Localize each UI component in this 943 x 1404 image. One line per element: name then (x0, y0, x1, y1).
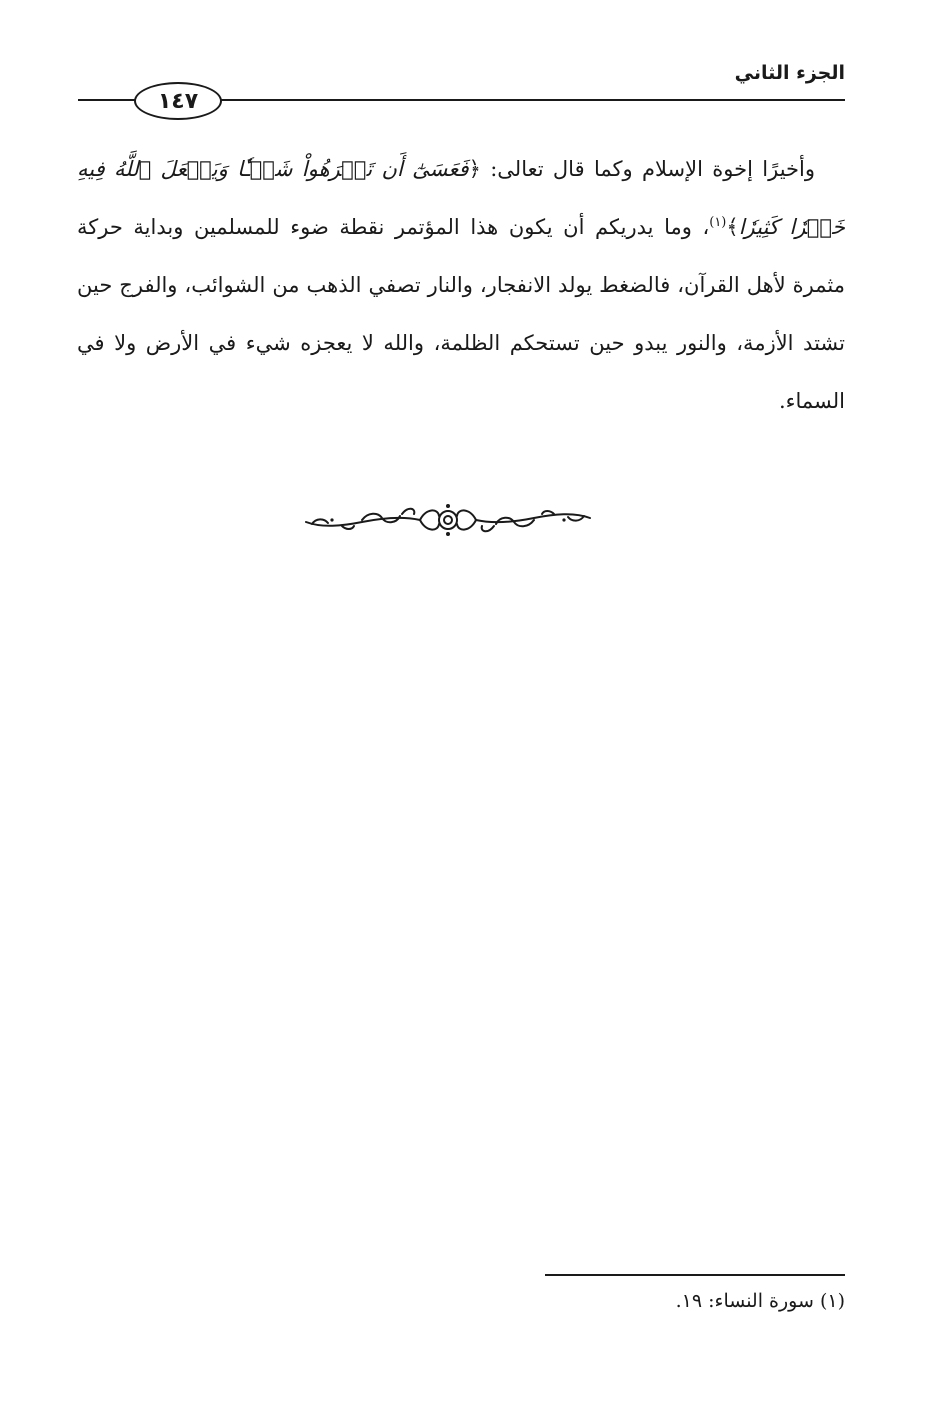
body-paragraph (77, 140, 845, 430)
footnote-reference: (١) (709, 215, 727, 230)
quran-verse: فَعَسَىٰٓ أَن تَكۡرَهُواْ شَيۡـٔٗا وَيَجۡعَلَ ٱللَّهُ فِيهِ خَيۡرٗا كَثِيرٗا (77, 157, 845, 239)
decorative-divider-icon (302, 502, 594, 538)
footnote-separator (545, 1274, 845, 1276)
verse-open-bracket: ﴿ (468, 157, 481, 181)
verse-close-bracket: ﴾ (726, 215, 739, 239)
footnote: (١) سورة النساء: ١٩. (675, 1290, 845, 1312)
paragraph-intro: وأخيرًا إخوة الإسلام وكما قال تعالى: (480, 157, 815, 181)
running-header-title: الجزء الثاني (734, 62, 845, 84)
page-number: ١٤٧ (157, 88, 199, 114)
page-number-badge (134, 82, 222, 120)
paragraph-continuation: ، وما يدريكم أن يكون هذا المؤتمر نقطة ضوء للمسلمين وبداية حركة مثمرة لأهل القرآن، فالضغط يولد الانفجار، والنار تصفي الذهب من الشوائب، والفرج حين تشتد الأزمة، والنور يبدو حين تستحكم الظلمة، والله لا يعجزه شيء في الأرض ولا في السماء. (77, 215, 845, 413)
